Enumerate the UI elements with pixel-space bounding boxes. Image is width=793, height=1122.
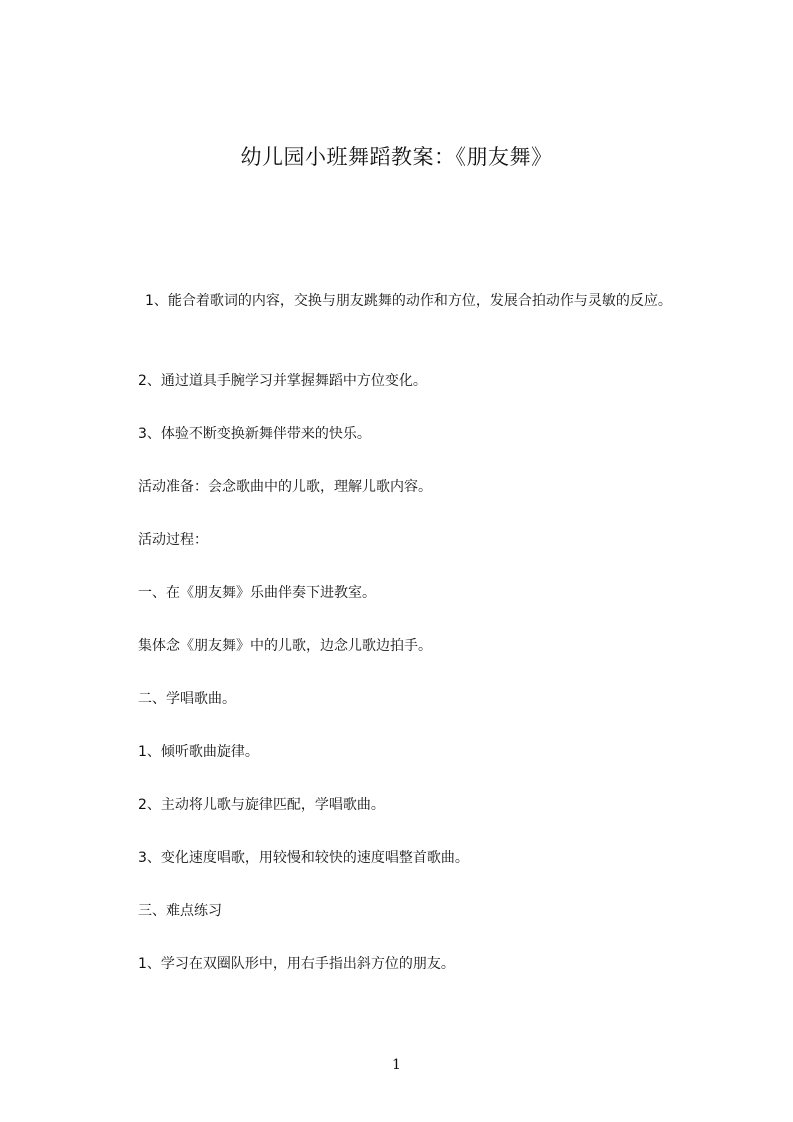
paragraph-step-2-item-3: 3、变化速度唱歌，用较慢和较快的速度唱整首歌曲。 bbox=[138, 850, 469, 866]
paragraph-step-2-item-2: 2、主动将儿歌与旋律匹配，学唱歌曲。 bbox=[138, 797, 385, 813]
paragraph-step-3: 三、难点练习 bbox=[138, 903, 222, 919]
paragraph-step-1: 一、在《朋友舞》乐曲伴奏下进教室。 bbox=[138, 585, 376, 601]
page-number: 1 bbox=[392, 1057, 401, 1073]
paragraph-objective-3: 3、体验不断变换新舞伴带来的快乐。 bbox=[138, 426, 371, 442]
paragraph-process-heading: 活动过程： bbox=[138, 532, 208, 548]
paragraph-step-1-detail: 集体念《朋友舞》中的儿歌，边念儿歌边拍手。 bbox=[138, 638, 432, 654]
paragraph-objective-1: 1、能合着歌词的内容，交换与朋友跳舞的动作和方位，发展合拍动作与灵敏的反应。 bbox=[145, 293, 672, 309]
paragraph-step-3-item-1: 1、学习在双圈队形中，用右手指出斜方位的朋友。 bbox=[138, 956, 455, 972]
paragraph-objective-2: 2、通过道具手腕学习并掌握舞蹈中方位变化。 bbox=[138, 373, 427, 389]
paragraph-preparation: 活动准备：会念歌曲中的儿歌，理解儿歌内容。 bbox=[138, 479, 432, 495]
paragraph-step-2-item-1: 1、倾听歌曲旋律。 bbox=[138, 744, 259, 760]
paragraph-step-2: 二、学唱歌曲。 bbox=[138, 691, 236, 707]
document-title: 幼儿园小班舞蹈教案：《朋友舞》 bbox=[240, 145, 553, 169]
